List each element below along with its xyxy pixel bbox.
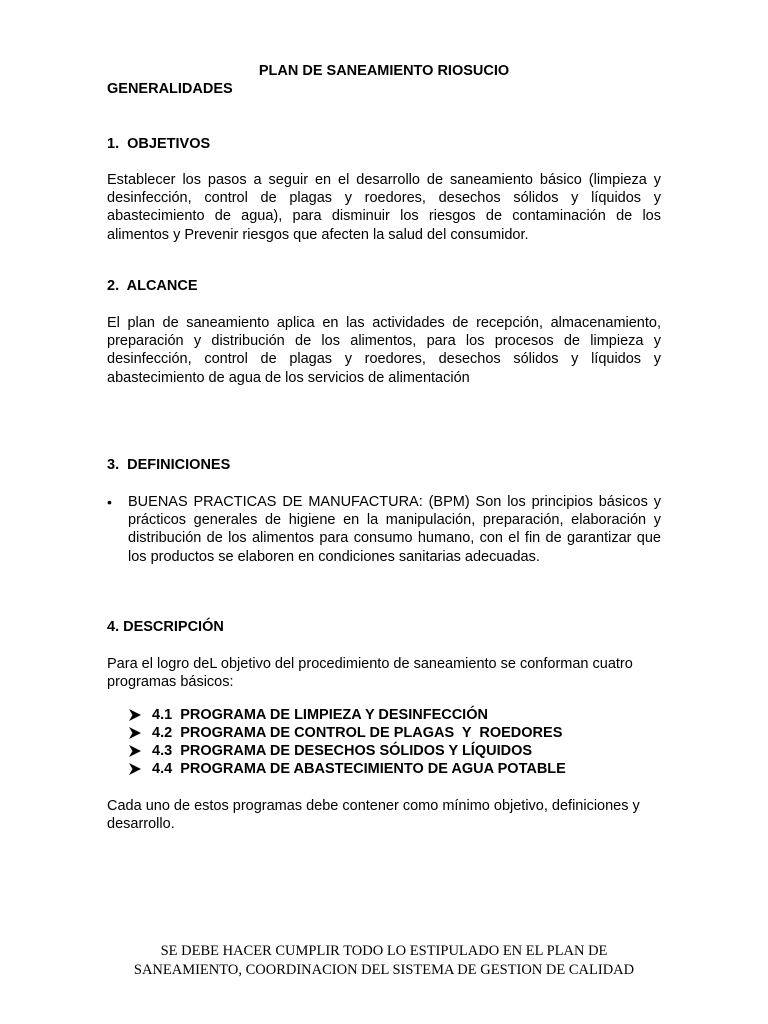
list-item <box>128 760 566 778</box>
document-title <box>0 63 768 79</box>
section-body-alcance: El plan de saneamiento aplica en las actividades de recepción, almacenamiento, preparación y distribución de los alimentos, para los procesos de limpieza y desinfección, control de plagas y roedores, desechos sólidos y líquidos y abastecimiento de agua de los servicios de alimentación <box>107 315 661 386</box>
footer-line-1: SE DEBE HACER CUMPLIR TODO LO ESTIPULADO EN EL PLAN DE <box>160 943 608 959</box>
program-label: 4.1 PROGRAMA DE LIMPIEZA Y DESINFECCIÓN <box>152 707 488 723</box>
arrow-bullet-icon <box>128 726 142 740</box>
program-label: 4.3 PROGRAMA DE DESECHOS SÓLIDOS Y LÍQUIDOS <box>152 743 533 759</box>
footer-line-2: SANEAMIENTO, COORDINACION DEL SISTEMA DE GESTION DE CALIDAD <box>133 962 635 978</box>
section-body-objetivos: Establecer los pasos a seguir en el desarrollo de saneamiento básico (limpieza y desinfección, control de plagas y roedores, desechos sólidos y líquidos y abastecimiento de agua), para disminuir los riesgos de contaminación de los alimentos y Prevenir riesgos que afecten la salud del consumidor. <box>107 172 661 243</box>
definition-bullet <box>107 493 661 566</box>
arrow-bullet-icon <box>128 744 142 758</box>
list-item <box>128 724 563 742</box>
document-title-text: PLAN DE SANEAMIENTO RIOSUCIO <box>258 63 510 79</box>
program-label: 4.2 PROGRAMA DE CONTROL DE PLAGAS Y ROEDORES <box>152 725 563 741</box>
section-heading-definiciones: 3. DEFINICIONES <box>107 457 231 473</box>
section-heading-objetivos: 1. OBJETIVOS <box>107 136 211 152</box>
section-heading-alcance: 2. ALCANCE <box>107 278 198 294</box>
section-intro-descripcion: Para el logro deL objetivo del procedimiento de saneamiento se conforman cuatro programas básicos: <box>107 656 633 691</box>
bullet-icon: • <box>107 494 112 510</box>
document-subtitle: GENERALIDADES <box>107 81 233 97</box>
section-closing-descripcion: Cada uno de estos programas debe contener como mínimo objetivo, definiciones y desarrollo. <box>107 798 640 833</box>
page-footer <box>0 942 768 980</box>
list-item <box>128 706 488 724</box>
programs-list <box>128 706 566 778</box>
arrow-bullet-icon <box>128 762 142 776</box>
definition-bullet-text: BUENAS PRACTICAS DE MANUFACTURA: (BPM) Son los principios básicos y prácticos generales de higiene en la manipulación, preparación, elaboración y distribución de los alimentos para consumo humano, con el fin de garantizar que los productos se elaboren en condiciones sanitarias adecuadas. <box>128 494 661 565</box>
list-item <box>128 742 533 760</box>
arrow-bullet-icon <box>128 708 142 722</box>
section-heading-descripcion: 4. DESCRIPCIÓN <box>107 619 224 635</box>
program-label: 4.4 PROGRAMA DE ABASTECIMIENTO DE AGUA POTABLE <box>152 761 566 777</box>
